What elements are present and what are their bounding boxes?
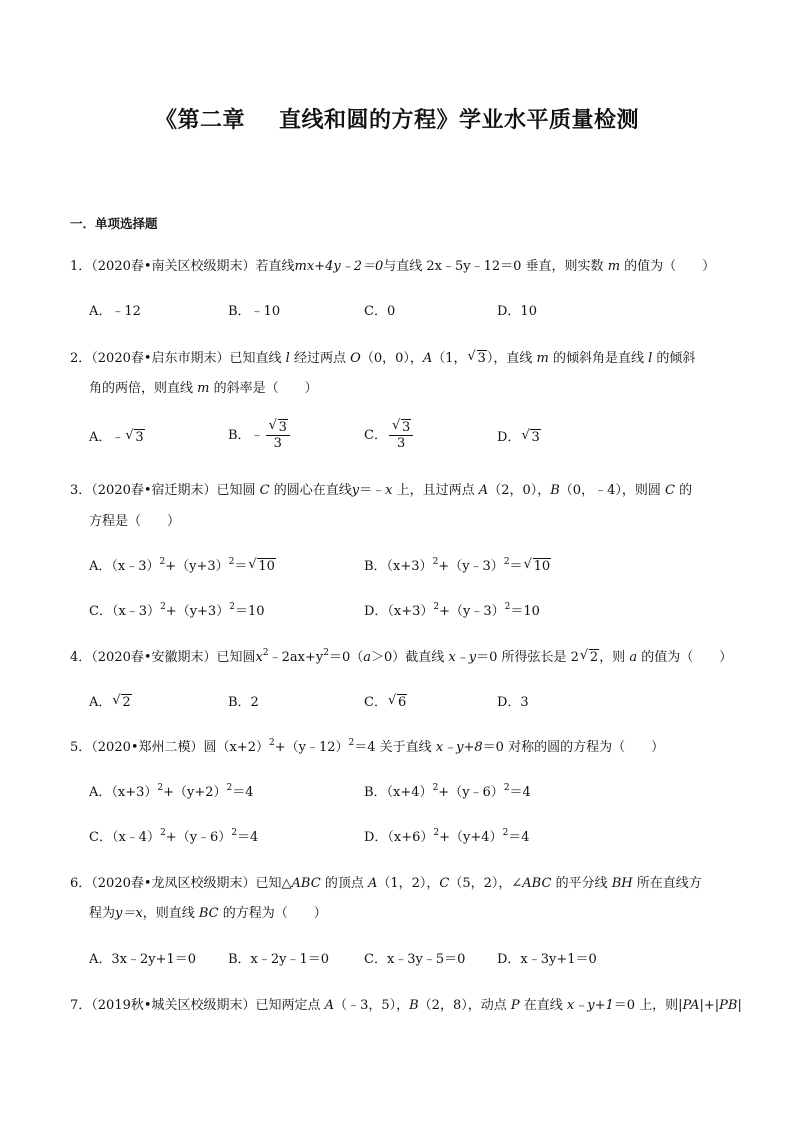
q6-option-c: C．x﹣3y﹣5＝0	[364, 952, 466, 967]
q6-option-d: D．x﹣3y+1＝0	[497, 952, 597, 967]
question-7: 7．（2019秋•城关区校级期末）已知两定点 A（﹣3，5），B（2，8），动点 P 在直线 x﹣y+1＝0 上，则|PA|+|PB|	[70, 998, 742, 1013]
q2-option-c: C． √ $\frac{3}{3}$	[364, 420, 415, 451]
q3-option-a: A．$(x﹣3)^2+(y+3)^2=√$ 10	[89, 557, 276, 577]
question-6: 6．（2020春•龙凤区校级期末）已知△ABC 的顶点 A（1，2），C（5，2），∠ABC 的平分线 BH 所在直线方	[70, 876, 702, 891]
q3-option-d: D．$(x+3)^2+(y﹣3)^2=10$	[364, 602, 540, 619]
q5-option-b: B．$(x+4)^2+(y﹣6)^2=4$	[364, 783, 531, 800]
question-2: 2．（2020春•启东市期末）已知直线 l 经过两点 O（0，0），A（1，√ 3），直线 m 的倾斜角是直线 l 的倾斜	[70, 349, 695, 369]
q4-option-a: A．√ 2	[89, 693, 132, 713]
q2-option-b: B．﹣ √ $\frac{3}{3}$	[228, 420, 292, 451]
question-5: 5．（2020•郑州二模）圆$(x+2)^2+(y﹣12)^2=4$ 关于直线 x﹣y+8＝0 对称的圆的方程为（ ）	[70, 738, 665, 755]
question-6-cont: 程为y＝x，则直线 BC 的方程为（ ）	[89, 906, 327, 921]
question-4: 4．（2020春•安徽期末）已知圆$x^2﹣2ax+y^2=0(a>0)$截直线 x﹣y＝0 所得弦长是 2√ 2，则 a 的值为（ ）	[70, 648, 732, 668]
question-1: 1．（2020春•南关区校级期末）若直线mx+4y﹣2＝0与直线 2x﹣5y﹣12＝0 垂直，则实数 m 的值为（ ）	[70, 259, 716, 274]
q3-option-c: C．$(x﹣3)^2+(y+3)^2=10$	[89, 602, 265, 619]
q1-option-c: C．0	[364, 304, 396, 319]
question-3: 3．（2020春•宿迁期末）已知圆 C 的圆心在直线y＝﹣x 上，且过两点 A（2，0），B（0，﹣4），则圆 C 的	[70, 483, 693, 498]
q4-option-c: C．√ 6	[364, 693, 407, 713]
q5-option-a: A．$(x+3)^2+(y+2)^2=4$	[89, 783, 254, 800]
question-2-cont: 角的两倍，则直线 m 的斜率是（ ）	[89, 381, 318, 396]
page-title: 《第二章 直线和圆的方程》学业水平质量检测	[154, 108, 640, 133]
q3-option-b: B．$(x+3)^2+(y﹣3)^2=√$ 10	[364, 557, 551, 577]
q1-option-b: B．﹣10	[228, 304, 281, 319]
q2-option-d: D．√ 3	[497, 428, 541, 448]
q6-option-a: A．3x﹣2y+1＝0	[89, 952, 197, 967]
question-3-cont: 方程是（ ）	[89, 514, 181, 529]
q5-option-c: C．（x﹣4）$^2$+（y﹣6）$^2$＝4	[89, 828, 259, 845]
q6-option-b: B．x﹣2y﹣1＝0	[228, 952, 330, 967]
q4-option-d: D．3	[497, 695, 529, 710]
q4-option-b: B．2	[228, 695, 259, 710]
q5-option-d: D．$(x+6)^2+(y+4)^2=4$	[364, 828, 530, 845]
q1-option-d: D．10	[497, 304, 537, 319]
q2-option-a: A．﹣√ 3	[89, 428, 145, 448]
section-heading: 一．单项选择题	[70, 216, 158, 231]
q1-option-a: A．﹣12	[89, 304, 141, 319]
